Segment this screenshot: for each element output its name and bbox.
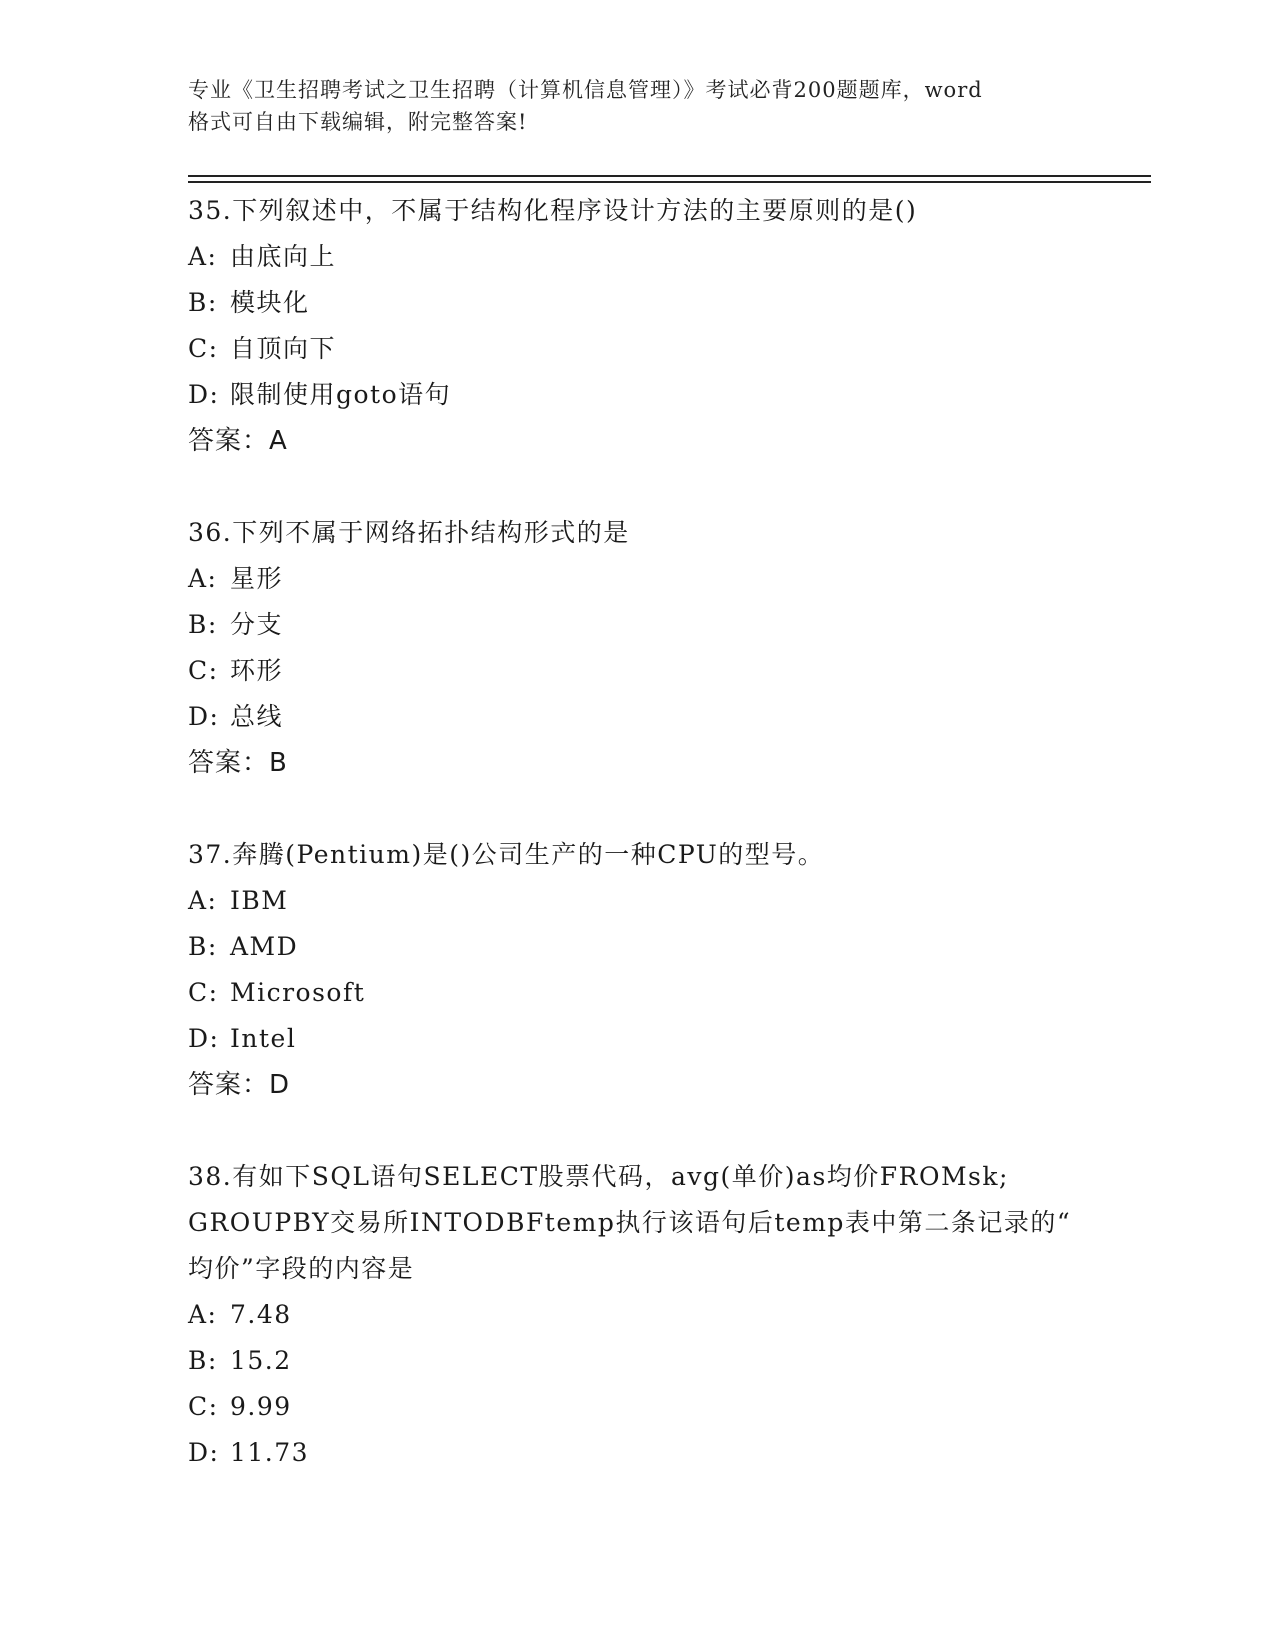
- option-key: B:: [188, 932, 218, 961]
- question-stem: 35.下列叙述中，不属于结构化程序设计方法的主要原则的是(): [188, 196, 918, 225]
- question-stem-line-1: 38.有如下SQL语句SELECT股票代码，avg(单价)as均价FROMsk;: [188, 1162, 1009, 1191]
- question-stem-line-3: 均价”字段的内容是: [188, 1254, 415, 1283]
- option-key: C:: [188, 978, 219, 1007]
- option-key: C:: [188, 656, 219, 685]
- option-key: C:: [188, 334, 219, 363]
- document-header: [188, 74, 1088, 138]
- option-c: [188, 970, 1148, 1016]
- option-text: 限制使用goto语句: [230, 380, 452, 409]
- option-b: [188, 924, 1148, 970]
- option-b: [188, 1338, 1148, 1384]
- option-key: A:: [188, 242, 218, 271]
- option-key: A:: [188, 1300, 218, 1329]
- option-b: [188, 602, 1148, 648]
- question-stem: 36.下列不属于网络拓扑结构形式的是: [188, 518, 630, 547]
- option-text: 分支: [230, 610, 284, 639]
- header-divider-bottom: [188, 181, 1151, 183]
- question-list: [188, 188, 1148, 1476]
- option-a: [188, 1292, 1148, 1338]
- answer-line: 答案：A: [188, 426, 288, 456]
- option-a: [188, 556, 1148, 602]
- question-37: [188, 832, 1148, 1108]
- option-c: [188, 648, 1148, 694]
- option-text: Intel: [230, 1024, 297, 1053]
- option-key: D:: [188, 1024, 220, 1053]
- option-d: [188, 1430, 1148, 1476]
- option-text: Microsoft: [230, 978, 366, 1007]
- answer-line: 答案：B: [188, 748, 288, 778]
- option-text: 总线: [230, 702, 284, 731]
- header-line-2: 格式可自由下载编辑，附完整答案!: [188, 110, 528, 134]
- option-text: AMD: [230, 932, 299, 961]
- option-d: [188, 694, 1148, 740]
- option-text: 由底向上: [230, 242, 337, 271]
- option-key: D:: [188, 702, 220, 731]
- question-35: [188, 188, 1148, 464]
- option-key: B:: [188, 610, 218, 639]
- header-divider-top: [188, 175, 1151, 177]
- option-text: 星形: [230, 564, 284, 593]
- option-text: 自顶向下: [230, 334, 337, 363]
- option-a: [188, 878, 1148, 924]
- option-key: C:: [188, 1392, 219, 1421]
- option-text: 9.99: [230, 1392, 292, 1421]
- option-key: A:: [188, 886, 218, 915]
- option-text: IBM: [230, 886, 289, 915]
- option-text: 7.48: [230, 1300, 292, 1329]
- option-key: A:: [188, 564, 218, 593]
- question-stem: 37.奔腾(Pentium)是()公司生产的一种CPU的型号。: [188, 840, 825, 869]
- option-key: B:: [188, 1346, 218, 1375]
- option-text: 环形: [230, 656, 284, 685]
- option-c: [188, 1384, 1148, 1430]
- option-c: [188, 326, 1148, 372]
- option-key: D:: [188, 380, 220, 409]
- option-text: 11.73: [230, 1438, 310, 1467]
- option-a: [188, 234, 1148, 280]
- option-key: B:: [188, 288, 218, 317]
- option-text: 模块化: [230, 288, 310, 317]
- option-b: [188, 280, 1148, 326]
- option-d: [188, 1016, 1148, 1062]
- option-text: 15.2: [230, 1346, 292, 1375]
- option-d: [188, 372, 1148, 418]
- option-key: D:: [188, 1438, 220, 1467]
- question-stem-line-2: GROUPBY交易所INTODBFtemp执行该语句后temp表中第二条记录的“: [188, 1208, 1072, 1237]
- header-line-1: 专业《卫生招聘考试之卫生招聘（计算机信息管理）》考试必背200题题库，word: [188, 78, 983, 102]
- answer-line: 答案：D: [188, 1070, 291, 1100]
- question-38: [188, 1154, 1148, 1476]
- question-36: [188, 510, 1148, 786]
